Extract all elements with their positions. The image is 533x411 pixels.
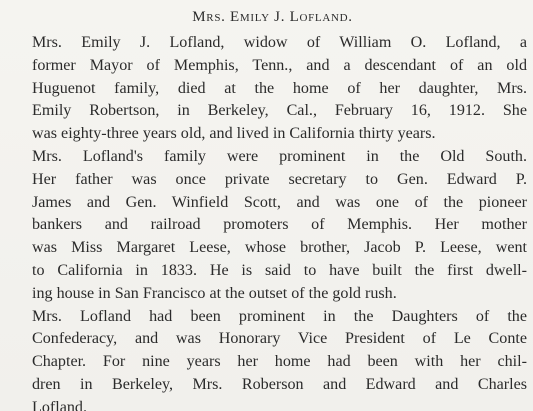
text-line: Her father was once private secretary to Gen. Edward P. (32, 170, 527, 188)
text-line: former Mayor of Memphis, Tenn., and a descendant of an old (32, 56, 527, 74)
text-line: to California in 1833. He is said to have built the first dwell- (32, 261, 527, 279)
text-line: Huguenot family, died at the home of her daughter, Mrs. (32, 79, 527, 97)
text-line: ing house in San Francisco at the outset of the gold rush. (32, 284, 397, 302)
text-line: Mrs. Emily J. Lofland, widow of William O. Lofland, a (32, 34, 527, 51)
text-line: bankers and railroad promoters of Memphis. Her mother (32, 216, 527, 234)
text-line: Lofland. (32, 398, 87, 411)
text-line: James and Gen. Winfield Scott, and was one of the pioneer (32, 193, 527, 211)
paragraph-2 (18, 146, 527, 306)
text-line: Emily Robertson, in Berkeley, Cal., February 16, 1912. She (32, 102, 527, 120)
text-line: dren in Berkeley, Mrs. Roberson and Edward and Charles (32, 375, 527, 393)
text-line: was Miss Margaret Leese, whose brother, Jacob P. Leese, went (32, 239, 527, 257)
obituary-title: Mrs. Emily J. Lofland. (192, 9, 353, 25)
text-line: Chapter. For nine years her home had been with her chil- (32, 353, 527, 371)
text-line: Mrs. Lofland had been prominent in the Daughters of the (32, 307, 527, 325)
text-line: was eighty-three years old, and lived in California thirty years. (32, 125, 436, 143)
text-line: Mrs. Lofland's family were prominent in the Old South. (32, 147, 527, 165)
paragraph-1 (18, 32, 527, 146)
text-line: Confederacy, and was Honorary Vice President of Le Conte (32, 330, 527, 348)
paragraph-3 (18, 306, 527, 411)
